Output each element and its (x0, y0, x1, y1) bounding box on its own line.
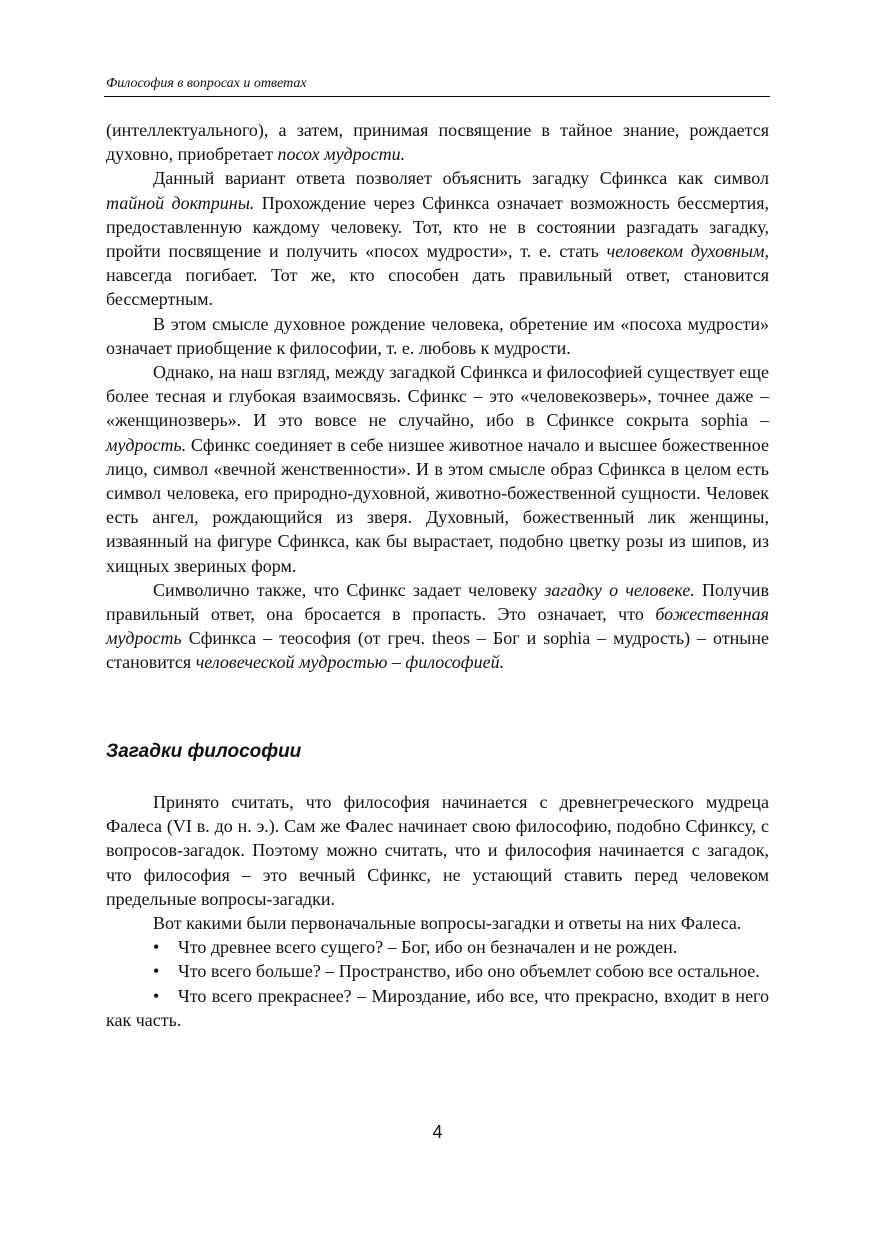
paragraph-6 (106, 790, 769, 911)
bullet-dot-icon: • (153, 985, 160, 1006)
running-header-title: Философия в вопросах и ответах (106, 76, 307, 91)
paragraph-1 (106, 118, 769, 166)
text-span: Сфинкс соединяет в себе низшее животное начало и высшее божественное лицо, символ «вечной женственности». И в этом смысле образ Сфинкса в целом есть символ человека, его природно-духовной, животно-божественной сущности. Человек есть ангел, рождающийся из зверя. Духовный, божественный лик женщины, изваянный на фигуре Сфинкса, как бы вырастает, подобно цветку розы из шипов, из хищных звериных форм. (106, 434, 769, 576)
text-span: В этом смысле духовное рождение человека, обретение им «посоха мудрости» означает приобщение к философии, т. е. любовь к мудрости. (106, 313, 769, 358)
text-span: Однако, на наш взгляд, между загадкой Сфинкса и философией существует еще более тесная и глубокая взаимосвязь. Сфинкс – это «человекозверь», точнее даже – «женщинозверь». И это вовсе не случайно, ибо в Сфинксе сокрыта sophia – (106, 362, 769, 431)
body-text-block-2 (106, 790, 769, 1032)
text-span: Получив правильный ответ, она бросается в пропасть. Это означает, что (106, 579, 769, 625)
text-span: Данный вариант ответа позволяет объяснить загадку Сфинкса как символ (153, 168, 769, 189)
text-span: Символично также, что Сфинкс задает человеку (153, 579, 545, 600)
bullet-dot-icon: • (153, 961, 160, 982)
paragraph-4 (106, 360, 769, 578)
bullet-text: Что древнее всего сущего? – Бог, ибо он безначален и не рожден. (178, 937, 678, 958)
page-number: 4 (432, 1122, 443, 1142)
italic-span: божественная мудрость (106, 604, 769, 649)
paragraph-5 (106, 578, 769, 675)
text-span: (интеллектуального), а затем, принимая посвящение в тайное знание, рождается духовно, приобретает (106, 120, 769, 165)
text-span: Прохождение через Сфинкса означает возможность бессмертия, предоставленную каждому человеку. Тот, кто не в состоянии разгадать загадку, пройти посвящение и получить «посох мудрости», т. е. стать (106, 192, 769, 262)
bullet-item (106, 959, 769, 983)
bullet-item (106, 935, 769, 959)
italic-span: посох мудрости. (277, 144, 406, 165)
text-span: Сфинкса – теософия (от греч. theos – Бог и sophia – мудрость) – отныне становится (106, 628, 769, 673)
bullet-text: Что всего прекраснее? – Мироздание, ибо все, что прекрасно, входит в него как часть. (106, 985, 769, 1030)
bullet-text: Что всего больше? – Пространство, ибо оно объемлет собою все остальное. (178, 961, 760, 982)
italic-span: загадку о человеке. (544, 579, 695, 600)
text-span: Вот какими были первоначальные вопросы-загадки и ответы на них Фалеса. (153, 913, 742, 934)
paragraph-3 (106, 312, 769, 360)
paragraph-2 (106, 166, 769, 311)
paragraph-7 (106, 911, 769, 935)
section-heading: Загадки философии (106, 741, 302, 762)
italic-span: человеком духовным, (606, 241, 769, 262)
bullet-item (106, 984, 769, 1032)
bullet-dot-icon: • (153, 937, 160, 958)
italic-span: тайной доктрины. (106, 192, 255, 213)
body-text-block-1 (106, 118, 769, 675)
text-span: Принято считать, что философия начинается с древнегреческого мудреца Фалеса (VI в. до н. э.). Сам же Фалес начинает свою философию, подобно Сфинксу, с вопросов-загадок. Поэтому можно считать, что и философия начинается с загадок, что философия – это вечный Сфинкс, не устающий ставить перед человеком предельные вопросы-загадки. (106, 792, 769, 909)
italic-span: мудрость. (106, 434, 187, 455)
running-header (104, 74, 770, 97)
text-span: навсегда погибает. Тот же, кто способен дать правильный ответ, становится бессмертным. (106, 265, 769, 310)
italic-span: человеческой мудростью – философией. (195, 652, 505, 673)
